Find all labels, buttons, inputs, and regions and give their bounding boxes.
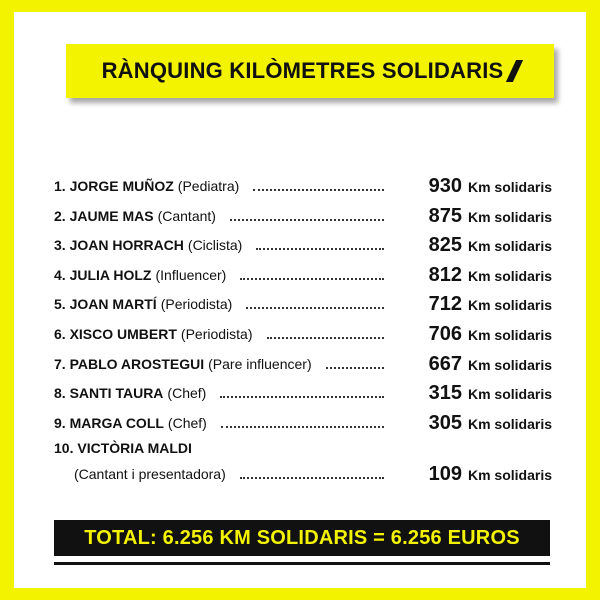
km-value: 875 [428, 204, 462, 227]
dotted-leader [220, 396, 384, 398]
km-value: 305 [428, 411, 462, 434]
km-value: 315 [428, 381, 462, 404]
dotted-leader [267, 337, 385, 339]
slash-icon [506, 60, 523, 82]
participant-role: (Chef) [167, 415, 207, 431]
participant-name: 4. JULIA HOLZ [54, 267, 152, 283]
divider [54, 562, 550, 565]
dotted-leader [256, 248, 384, 250]
participant-name: 3. JOAN HORRACH [54, 237, 184, 253]
participant-name: 5. JOAN MARTÍ [54, 296, 157, 312]
km-value: 812 [428, 263, 462, 286]
km-value: 667 [428, 352, 462, 375]
participant-name: 9. MARGA COLL [54, 415, 164, 431]
participant-name: 8. SANTI TAURA [54, 385, 164, 401]
dotted-leader [240, 477, 384, 479]
dotted-leader [253, 189, 384, 191]
ranking-row-7 [54, 350, 552, 378]
participant-role: (Periodista) [180, 326, 253, 342]
km-value: 712 [428, 292, 462, 315]
km-unit: Km solidaris [467, 385, 552, 402]
km-unit: Km solidaris [467, 466, 552, 483]
km-value: 706 [428, 322, 462, 345]
participant-role: (Influencer) [155, 267, 227, 283]
participant-name: 6. XISCO UMBERT [54, 326, 177, 342]
participant-role: (Periodista) [160, 296, 233, 312]
km-value: 109 [428, 462, 462, 485]
dotted-leader [230, 219, 384, 221]
dotted-leader [246, 307, 384, 309]
km-unit: Km solidaris [467, 415, 552, 432]
km-unit: Km solidaris [467, 356, 552, 373]
total-text: TOTAL: 6.256 KM SOLIDARIS = 6.256 EUROS [84, 526, 520, 549]
km-value: 825 [428, 233, 462, 256]
participant-role: (Cantant i presentadora) [74, 466, 226, 482]
page-title: RÀNQUING KILÒMETRES SOLIDARIS [101, 58, 504, 83]
km-unit: Km solidaris [467, 237, 552, 254]
km-value: 930 [428, 174, 462, 197]
participant-role: (Cantant) [157, 208, 216, 224]
ranking-row-8 [54, 379, 552, 407]
ranking-row-4 [54, 261, 552, 289]
km-unit: Km solidaris [467, 267, 552, 284]
dotted-leader [240, 278, 384, 280]
ranking-row-1 [54, 172, 552, 200]
ranking-row-9 [54, 409, 552, 437]
total-banner [54, 520, 550, 556]
participant-role: (Chef) [167, 385, 207, 401]
participant-role: (Pediatra) [177, 178, 240, 194]
ranking-row-3 [54, 231, 552, 259]
participant-role: (Pare influencer) [208, 356, 312, 372]
ranking-row-6 [54, 320, 552, 348]
ranking-row-2 [54, 202, 552, 230]
km-unit: Km solidaris [467, 296, 552, 313]
participant-name: 2. JAUME MAS [54, 208, 154, 224]
participant-name: 7. PABLO AROSTEGUI [54, 356, 205, 372]
km-unit: Km solidaris [467, 178, 552, 195]
km-unit: Km solidaris [467, 326, 552, 343]
participant-role: (Ciclista) [187, 237, 243, 253]
participant-name: 1. JORGE MUÑOZ [54, 178, 174, 194]
ranking-row-5 [54, 290, 552, 318]
ranking-row-10 [74, 460, 552, 488]
km-unit: Km solidaris [467, 208, 552, 225]
dotted-leader [326, 367, 384, 369]
title-banner [66, 44, 554, 98]
dotted-leader [221, 426, 384, 428]
participant-name: 10. VICTÒRIA MALDI [54, 440, 192, 456]
ranking-card [14, 12, 586, 588]
